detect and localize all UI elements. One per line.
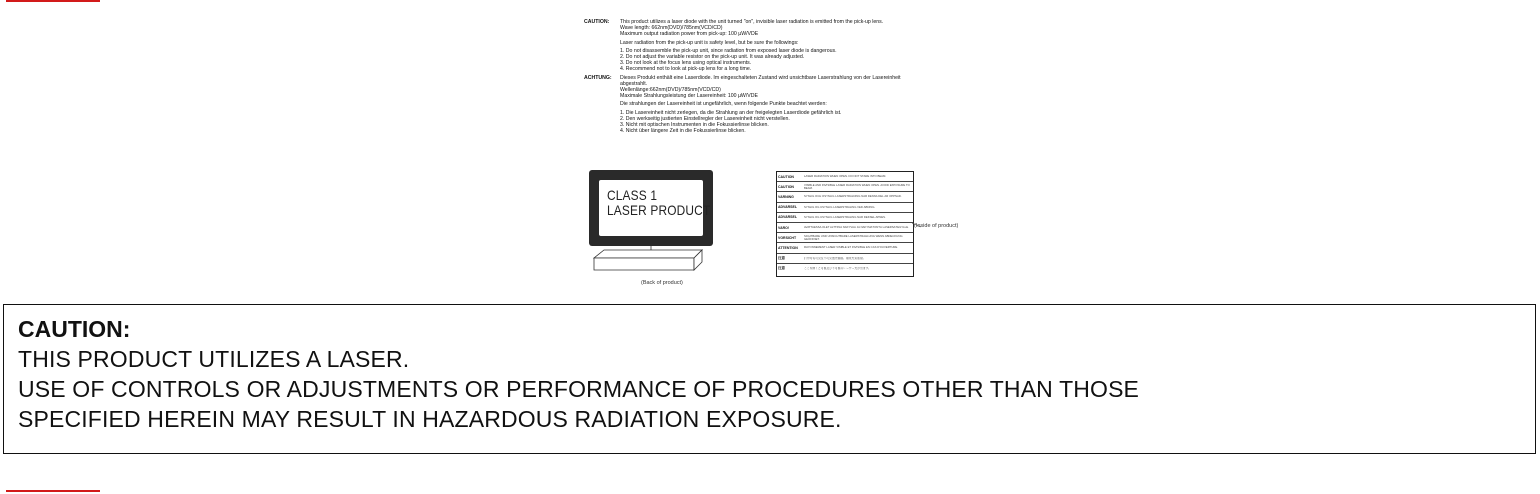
notice-line: Maximale Strahlungsleistung der Lasereinheit: 100 µW/VDE [620, 93, 758, 100]
warning-label-row: VARNING SYNLIG OCH OSYNLIG LASERSTRÅLNING NÄR DENNA DEL ÄR ÖPPNAD. [777, 192, 913, 202]
caution-box [3, 304, 1536, 454]
notice-heading: ACHTUNG: [584, 74, 612, 81]
notice-line: Wellenlänge:662nm(DVD)/785nm(VCD/CD) [620, 87, 721, 94]
page-marker-top [6, 0, 100, 2]
warning-label-row: VARO! AVATTAESSA OLET ALTTIINA NÄKYVÄÄ JA NÄKYMÄTÖNTÄ LASERSÄTEILYLLE. [777, 223, 913, 233]
page-marker-bottom [6, 490, 100, 492]
class1-line2: LASER PRODUCT [607, 202, 711, 218]
class1-laser-label [589, 170, 713, 246]
notice-line: Laser radiation from the pick-up unit is safety level, but be sure the followings: [620, 39, 799, 46]
caution-line: THIS PRODUCT UTILIZES A LASER. [18, 346, 410, 372]
warning-label-row: VORSICHT SICHTBARE UND UNSICHTBARE LASERSTRAHLUNG WENN ABDECKUNG GEÖFFNET. [777, 233, 913, 243]
back-of-product-caption: (Back of product) [641, 280, 683, 286]
notice-line: 4. Nicht über längere Zeit in die Fokussierlinse blicken. [620, 128, 746, 135]
warning-label-row: ADVARSEL SYNLIG OG USYNLIG LASERSTRÅLING NÅR DEKSEL ÅPNES. [777, 213, 913, 223]
notice-caution [584, 19, 964, 73]
notice-line: Maximum output radiation power from pick-up: 100 µW/VDE [620, 31, 759, 38]
notice-line: abgestrahlt. [620, 80, 648, 87]
notice-line: 1. Do not disassemble the pick-up unit, since radiation from exposed laser diode is dangerous. [620, 47, 837, 54]
warning-label-row: ADVARSEL SYNLIG OG USYNLIG LASERSTRÅLING VED ÅBNING. [777, 203, 913, 213]
caution-line: USE OF CONTROLS OR ADJUSTMENTS OR PERFORMANCE OF PROCEDURES OTHER THAN THOSE [18, 376, 1140, 402]
notice-body [620, 19, 883, 73]
notice-line: 2. Do not adjust the variable resistor on the pick-up unit. It was already adjusted. [620, 54, 805, 61]
warning-label-row: ATTENTION RAYONNEMENT LASER VISIBLE ET INVISIBLE EN CAS D'OUVERTURE. [777, 243, 913, 253]
notice-line: Dieses Produkt enthält eine Laserdiode. Im eingeschalteten Zustand wird unsichtbare Laserstrahlung von der Lasereinheit [620, 74, 901, 81]
notice-line: 3. Do not look at the focus lens using optical instruments. [620, 60, 752, 67]
warning-label-row: CAUTION VISIBLE AND INVISIBLE LASER RADIATION WHEN OPEN. AVOID EXPOSURE TO BEAM. [777, 182, 913, 192]
notice-line: Wave length: 662nm(DVD)/785nm(VCD/CD) [620, 25, 723, 32]
warning-label-row: 注意 打开时有可见及不可见激光辐射。避免光束照射。 [777, 254, 913, 264]
notice-line: Die strahlungen der Lasereinheit ist ungefährlich, wenn folgende Punkte beachtet werden: [620, 101, 827, 108]
warning-label-panel [776, 171, 914, 277]
inside-of-product-caption: (Inside of product) [914, 223, 959, 229]
class1-line1: CLASS 1 [607, 187, 658, 203]
warning-label-row: CAUTION LASER RADIATION WHEN OPEN. DO NOT STARE INTO BEAM. [777, 172, 913, 182]
notice-body [620, 75, 901, 135]
notice-line: 3. Nicht mit optischen Instrumenten in die Fokussierlinse blicken. [620, 122, 769, 129]
notice-line: 2. Den werkseitig justierten Einstellregler der Lasereinheit nicht verstellen. [620, 115, 790, 122]
product-back-illustration [590, 244, 720, 280]
notice-line: 1. Die Lasereinheit nicht zerlegen, da die Strahlung an der freigelegten Laserdiode gefährlich ist. [620, 109, 842, 116]
laser-notice [584, 19, 964, 136]
notice-line: 4. Recommend not to look at pick-up lens for a long time. [620, 66, 752, 73]
notice-achtung [584, 75, 964, 135]
caution-line: SPECIFIED HEREIN MAY RESULT IN HAZARDOUS RADIATION EXPOSURE. [18, 406, 842, 432]
notice-heading: CAUTION: [584, 19, 610, 25]
notice-line: This product utilizes a laser diode with the unit turned "on", invisible laser radiation is emitted from the pick-up lens. [620, 19, 884, 25]
warning-label-row: 注意 ここを開くと可視及び不可視のレーザー光が出ます。 [778, 265, 871, 270]
caution-title: CAUTION: [18, 316, 131, 342]
